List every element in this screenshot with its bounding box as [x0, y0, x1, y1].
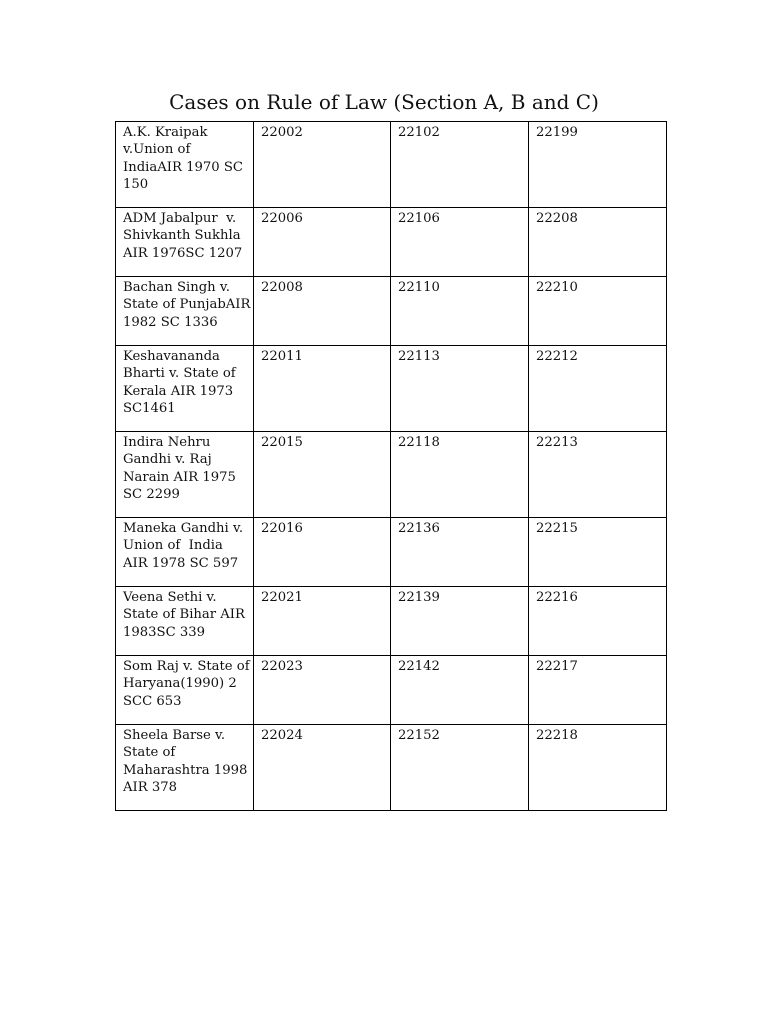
roll-number-cell: 22118: [391, 432, 529, 518]
case-name-line: Shivkanth Sukhla: [123, 228, 241, 244]
case-name-cell: [116, 277, 254, 346]
roll-number-cell: 22136: [391, 518, 529, 587]
case-name-line: 1982 SC 1336: [123, 314, 218, 330]
table-row: [116, 208, 667, 277]
roll-number-cell: 22110: [391, 277, 529, 346]
table-row: [116, 518, 667, 587]
case-name-line: State of Bihar AIR: [123, 607, 245, 623]
case-name-line: SC1461: [123, 400, 176, 416]
cases-table: [115, 121, 667, 811]
case-name-line: Narain AIR 1975: [123, 469, 236, 485]
roll-number-cell: 22142: [391, 656, 529, 725]
case-name-line: v.Union of: [123, 142, 191, 158]
case-name-line: State of PunjabAIR: [123, 297, 251, 313]
table-row: [116, 432, 667, 518]
case-name-line: Maharashtra 1998: [123, 762, 248, 778]
case-name-line: Bharti v. State of: [123, 366, 236, 382]
case-name-line: ADM Jabalpur v.: [123, 211, 237, 226]
roll-number-cell: 22152: [391, 725, 529, 811]
table-row: [116, 277, 667, 346]
case-name-line: SC 2299: [123, 486, 180, 502]
case-name-line: 150: [123, 176, 149, 192]
case-name-cell: [116, 346, 254, 432]
case-name-line: Kerala AIR 1973: [123, 383, 234, 399]
case-name-cell: [116, 725, 254, 811]
case-name-line: A.K. Kraipak: [123, 125, 208, 140]
roll-number-cell: 22139: [391, 587, 529, 656]
case-name-line: Bachan Singh v.: [123, 280, 230, 295]
table-row: [116, 725, 667, 811]
case-name-line: Sheela Barse v.: [123, 728, 226, 743]
case-name-line: Gandhi v. Raj: [123, 452, 212, 468]
roll-number-cell: 22216: [529, 587, 667, 656]
roll-number-cell: 22210: [529, 277, 667, 346]
roll-number-cell: 22015: [254, 432, 391, 518]
roll-number-cell: 22023: [254, 656, 391, 725]
case-name-cell: [116, 432, 254, 518]
case-name-line: Indira Nehru: [123, 435, 211, 450]
case-name-cell: [116, 656, 254, 725]
case-name-line: AIR 378: [123, 779, 178, 795]
case-name-line: Keshavananda: [123, 349, 220, 364]
roll-number-cell: 22106: [391, 208, 529, 277]
case-name-cell: [116, 518, 254, 587]
table-row: [116, 346, 667, 432]
roll-number-cell: 22212: [529, 346, 667, 432]
roll-number-cell: 22021: [254, 587, 391, 656]
case-name-line: Maneka Gandhi v.: [123, 521, 244, 536]
roll-number-cell: 22102: [391, 122, 529, 208]
case-name-line: State of: [123, 745, 176, 761]
case-name-line: SCC 653: [123, 693, 182, 709]
roll-number-cell: 22213: [529, 432, 667, 518]
case-name-line: Haryana(1990) 2: [123, 676, 237, 692]
case-name-line: 1983SC 339: [123, 624, 206, 640]
roll-number-cell: 22008: [254, 277, 391, 346]
case-name-line: IndiaAIR 1970 SC: [123, 159, 243, 175]
table-row: [116, 122, 667, 208]
roll-number-cell: 22006: [254, 208, 391, 277]
roll-number-cell: 22199: [529, 122, 667, 208]
case-name-cell: [116, 208, 254, 277]
case-name-line: Som Raj v. State of: [123, 659, 250, 674]
roll-number-cell: 22113: [391, 346, 529, 432]
case-name-cell: [116, 587, 254, 656]
table-row: [116, 587, 667, 656]
case-name-line: AIR 1978 SC 597: [123, 555, 239, 571]
page-title: Cases on Rule of Law (Section A, B and C): [169, 90, 599, 114]
case-name-line: Union of India: [123, 538, 223, 554]
case-name-cell: [116, 122, 254, 208]
roll-number-cell: 22215: [529, 518, 667, 587]
case-name-line: AIR 1976SC 1207: [123, 245, 243, 261]
cases-table-body: [116, 122, 667, 811]
roll-number-cell: 22218: [529, 725, 667, 811]
roll-number-cell: 22217: [529, 656, 667, 725]
table-row: [116, 656, 667, 725]
roll-number-cell: 22011: [254, 346, 391, 432]
case-name-line: Veena Sethi v.: [123, 590, 217, 605]
roll-number-cell: 22016: [254, 518, 391, 587]
roll-number-cell: 22002: [254, 122, 391, 208]
roll-number-cell: 22024: [254, 725, 391, 811]
roll-number-cell: 22208: [529, 208, 667, 277]
